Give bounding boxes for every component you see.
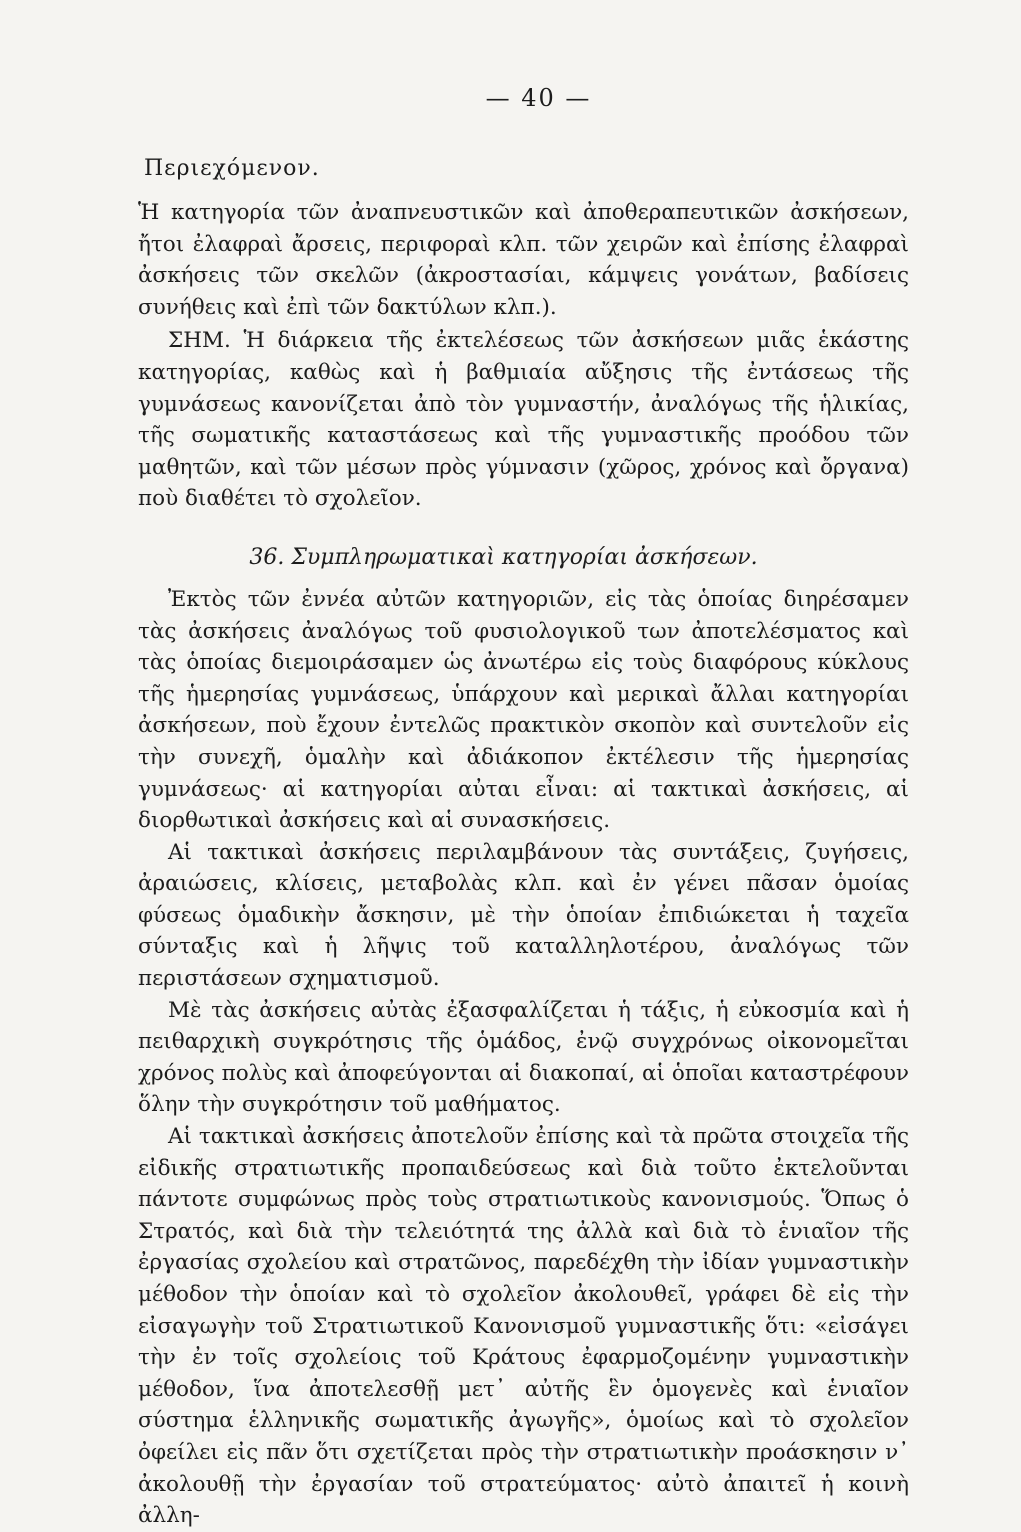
paragraph-body-2: Αἱ τακτικαὶ ἀσκήσεις περιλαμβάνουν τὰς συντάξεις, ζυγήσεις, ἀραιώσεις, κλίσεις, μεταβολὰς κλπ. καὶ ἐν γένει πᾶσαν ὁμοίας φύσεως ὁμαδικὴν ἄσκησιν, μὲ τὴν ὁποίαν ἐπιδιώκεται ἡ ταχεῖα σύνταξις καὶ ἡ λῆψις τοῦ καταλληλοτέρου, ἀναλόγως τῶν περιστάσεων σχηματισμοῦ.: [138, 839, 909, 992]
section-label: Περιεχόμενον.: [144, 156, 320, 181]
section-heading: 36. Συμπληρωματικαὶ κατηγορίαι ἀσκήσεων.: [249, 544, 758, 570]
paragraph-body-3: Μὲ τὰς ἀσκήσεις αὐτὰς ἐξασφαλίζεται ἡ τάξις, ἡ εὐκοσμία καὶ ἡ πειθαρχικὴ συγκρότησις τῆς ὁμάδος, ἐνῷ συγχρόνως οἰκονομεῖται χρόνος πολὺς καὶ ἀποφεύγονται αἱ διακοπαί, αἱ ὁποῖαι καταστρέφουν ὅλην τὴν συγκρότησιν τοῦ μαθήματος.: [138, 997, 909, 1118]
paragraph-content-description: Ἡ κατηγορία τῶν ἀναπνευστικῶν καὶ ἀποθεραπευτικῶν ἀσκήσεων, ἤτοι ἐλαφραὶ ἄρσεις, περιφοραὶ κλπ. τῶν χειρῶν καὶ ἐπίσης ἐλαφραὶ ἀσκήσεις τῶν σκελῶν (ἀκροστασίαι, κάμψεις γονάτων, βαδίσεις συνήθεις καὶ ἐπὶ τῶν δακτύλων κλπ.).: [138, 200, 909, 320]
paragraph-body-4: Αἱ τακτικαὶ ἀσκήσεις ἀποτελοῦν ἐπίσης καὶ τὰ πρῶτα στοιχεῖα τῆς εἰδικῆς στρατιωτικῆς προπαιδεύσεως καὶ διὰ τοῦτο ἐκτελοῦνται πάντοτε συμφώνως πρὸς τοὺς στρατιωτικοὺς κανονισμούς. Ὅπως ὁ Στρατός, καὶ διὰ τὴν τελειότητά της ἀλλὰ καὶ διὰ τὸ ἑνιαῖον τῆς ἐργασίας σχολείου καὶ στρατῶνος, παρεδέχθη τὴν ἰδίαν γυμναστικὴν μέθοδον τὴν ὁποίαν καὶ τὸ σχολεῖον ἀκολουθεῖ, γράφει δὲ εἰς τὴν εἰσαγωγὴν τοῦ Στρατιωτικοῦ Κανονισμοῦ γυμναστικῆς ὅτι: «εἰσάγει τὴν ἐν τοῖς σχολείοις τοῦ Κράτους ἐφαρμοζομένην γυμναστικὴν μέθοδον, ἵνα ἀποτελεσθῇ μετ᾽ αὐτῆς ἓν ὁμογενὲς καὶ ἑνιαῖον σύστημα ἑλληνικῆς σωματικῆς ἀγωγῆς», ὁμοίως καὶ τὸ σχολεῖον ὀφείλει εἰς πᾶν ὅτι σχετίζεται πρὸς τὴν στρατιωτικὴν προάσκησιν ν᾽ ἀκολουθῇ τὴν ἐργασίαν τοῦ στρατεύματος· αὐτὸ ἀπαιτεῖ ἡ κοινὴ ἀλλη-: [138, 1124, 909, 1529]
paragraph-note: ΣΗΜ. Ἡ διάρκεια τῆς ἐκτελέσεως τῶν ἀσκήσεων μιᾶς ἑκάστης κατηγορίας, καθὼς καὶ ἡ βαθμιαία αὔξησις τῆς ἐντάσεως τῆς γυμνάσεως κανονίζεται ἀπὸ τὸν γυμναστήν, ἀναλόγως τῆς ἡλικίας, τῆς σωματικῆς καταστάσεως καὶ τῆς γυμναστικῆς προόδου τῶν μαθητῶν, καὶ τῶν μέσων πρὸς γύμνασιν (χῶρος, χρόνος καὶ ὄργανα) ποὺ διαθέτει τὸ σχολεῖον.: [138, 328, 909, 512]
page-number: — 40 —: [485, 84, 592, 112]
paragraph-body-1: Ἐκτὸς τῶν ἐννέα αὐτῶν κατηγοριῶν, εἰς τὰς ὁποίας διηρέσαμεν τὰς ἀσκήσεις ἀναλόγως τοῦ φυσιολογικοῦ των ἀποτελέσματος καὶ τὰς ὁποίας διεμοιράσαμεν ὡς ἀνωτέρω εἰς τοὺς διαφόρους κύκλους τῆς ἡμερησίας γυμνάσεως, ὑπάρχουν καὶ μερικαὶ ἄλλαι κατηγορίαι ἀσκήσεων, ποὺ ἔχουν ἐντελῶς πρακτικὸν σκοπὸν καὶ συντελοῦν εἰς τὴν συνεχῆ, ὁμαλὴν καὶ ἀδιάκοπον ἐκτέλεσιν τῆς ἡμερησίας γυμνάσεως· αἱ κατηγορίαι αὐται εἶναι: αἱ τακτικαὶ ἀσκήσεις, αἱ διορθωτικαὶ ἀσκήσεις καὶ αἱ συνασκήσεις.: [138, 586, 909, 834]
